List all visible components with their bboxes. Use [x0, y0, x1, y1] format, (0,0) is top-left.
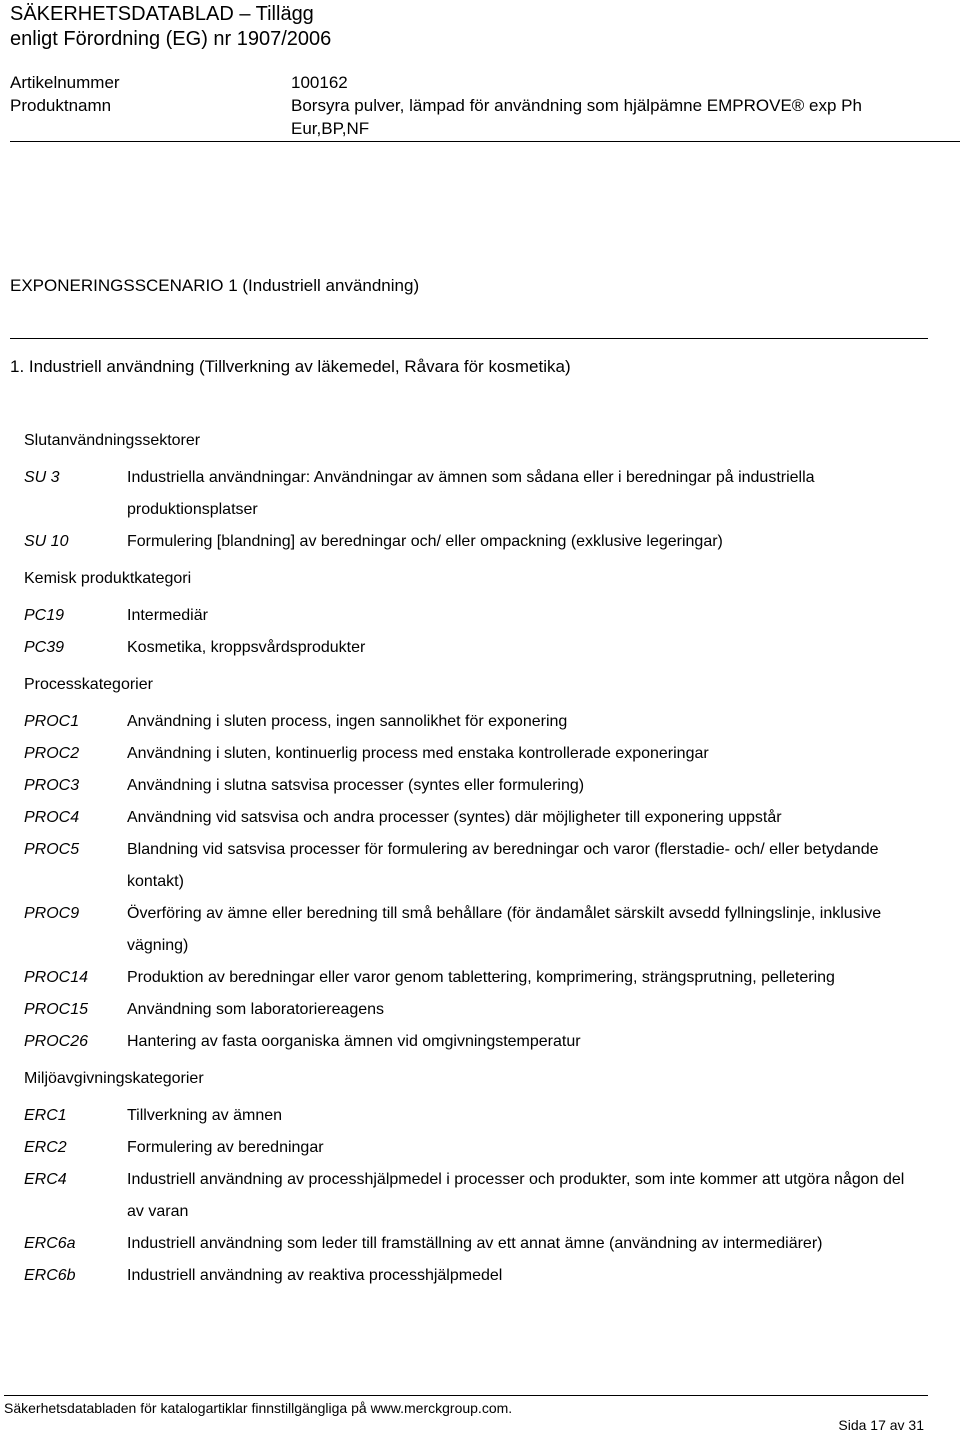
proc-code: PROC14 — [24, 969, 89, 986]
erc-code: ERC6b — [24, 1267, 76, 1284]
su-text: Industriella användningar: Användningar av ämnen som sådana eller i beredningar på industriella produktionsplatser — [127, 469, 815, 518]
erc-code: ERC4 — [24, 1171, 67, 1188]
regulation-subtitle: enligt Förordning (EG) nr 1907/2006 — [10, 28, 332, 50]
footer-divider — [4, 1395, 928, 1396]
list-item — [24, 898, 924, 962]
su-heading: Slutanvändningssektorer — [24, 432, 201, 449]
product-name-value-line2: Eur,BP,NF — [291, 119, 370, 138]
article-number-label: Artikelnummer — [10, 73, 120, 92]
proc-code: PROC2 — [24, 745, 80, 762]
proc-text: Användning i sluten process, ingen sannolikhet för exponering — [127, 713, 568, 730]
proc-text: Hantering av fasta oorganiska ämnen vid omgivningstemperatur — [127, 1033, 581, 1050]
proc-text: Överföring av ämne eller beredning till små behållare (för ändamålet särskilt avsedd fyllningslinje, inklusive vägning) — [127, 905, 882, 954]
proc-code: PROC1 — [24, 713, 80, 730]
list-item — [24, 994, 924, 1026]
erc-text: Industriell användning av processhjälpmedel i processer och produkter, som inte kommer att utgöra någon del av varan — [127, 1171, 905, 1220]
su-code: SU 10 — [24, 533, 69, 550]
proc-heading: Processkategorier — [24, 676, 153, 693]
product-name-label: Produktnamn — [10, 96, 112, 115]
list-item — [24, 1260, 924, 1292]
section-title: 1. Industriell användning (Tillverkning av läkemedel, Råvara för kosmetika) — [10, 357, 571, 376]
list-item — [24, 526, 924, 558]
list-item — [24, 738, 924, 770]
list-item — [24, 462, 924, 526]
pc-text: Intermediär — [127, 607, 208, 624]
erc-code: ERC1 — [24, 1107, 67, 1124]
erc-text: Industriell användning som leder till framställning av ett annat ämne (användning av intermediärer) — [127, 1235, 823, 1252]
proc-code: PROC4 — [24, 809, 80, 826]
pc-text: Kosmetika, kroppsvårdsprodukter — [127, 639, 366, 656]
proc-text: Användning i slutna satsvisa processer (syntes eller formulering) — [127, 777, 585, 794]
scenario-title: EXPONERINGSSCENARIO 1 (Industriell användning) — [10, 276, 420, 295]
su-text: Formulering [blandning] av beredningar och/ eller ompackning (exklusive legeringar) — [127, 533, 723, 550]
page-number: Sida 17 av 31 — [838, 1417, 924, 1433]
proc-code: PROC3 — [24, 777, 80, 794]
list-item — [24, 632, 924, 664]
erc-heading: Miljöavgivningskategorier — [24, 1070, 204, 1087]
erc-code: ERC6a — [24, 1235, 76, 1252]
proc-code: PROC26 — [24, 1033, 89, 1050]
proc-text: Blandning vid satsvisa processer för formulering av beredningar och varor (flerstadie- och/ eller betydande kontakt) — [127, 841, 879, 890]
product-name-value-line1: Borsyra pulver, lämpad för användning som hjälpämne EMPROVE® exp Ph — [291, 96, 862, 115]
su-code: SU 3 — [24, 469, 60, 486]
proc-text: Produktion av beredningar eller varor genom tablettering, komprimering, strängsprutning, pelletering — [127, 969, 835, 986]
list-item — [24, 770, 924, 802]
list-item — [24, 706, 924, 738]
proc-text: Användning vid satsvisa och andra processer (syntes) där möjligheter till exponering uppstår — [127, 809, 782, 826]
list-item — [24, 1100, 924, 1132]
pc-heading: Kemisk produktkategori — [24, 570, 192, 587]
erc-text: Formulering av beredningar — [127, 1139, 324, 1156]
list-item — [24, 834, 924, 898]
list-item — [24, 802, 924, 834]
proc-code: PROC15 — [24, 1001, 89, 1018]
proc-code: PROC9 — [24, 905, 80, 922]
erc-code: ERC2 — [24, 1139, 67, 1156]
proc-text: Användning i sluten, kontinuerlig process med enstaka kontrollerade exponeringar — [127, 745, 709, 762]
scenario-divider — [10, 338, 928, 339]
list-item — [24, 1228, 924, 1260]
erc-text: Industriell användning av reaktiva processhjälpmedel — [127, 1267, 503, 1284]
footer-note: Säkerhetsdatabladen för katalogartiklar finnstillgängliga på www.merckgroup.com. — [4, 1400, 513, 1416]
list-item — [24, 1132, 924, 1164]
pc-code: PC39 — [24, 639, 65, 656]
categories-block — [24, 430, 924, 1292]
erc-text: Tillverkning av ämnen — [127, 1107, 283, 1124]
proc-text: Användning som laboratoriereagens — [127, 1001, 385, 1018]
article-number-value: 100162 — [291, 73, 348, 92]
list-item — [24, 1164, 924, 1228]
proc-code: PROC5 — [24, 841, 80, 858]
header-divider — [10, 141, 960, 142]
document-title: SÄKERHETSDATABLAD – Tillägg — [10, 3, 314, 25]
list-item — [24, 1026, 924, 1058]
list-item — [24, 600, 924, 632]
list-item — [24, 962, 924, 994]
pc-code: PC19 — [24, 607, 65, 624]
